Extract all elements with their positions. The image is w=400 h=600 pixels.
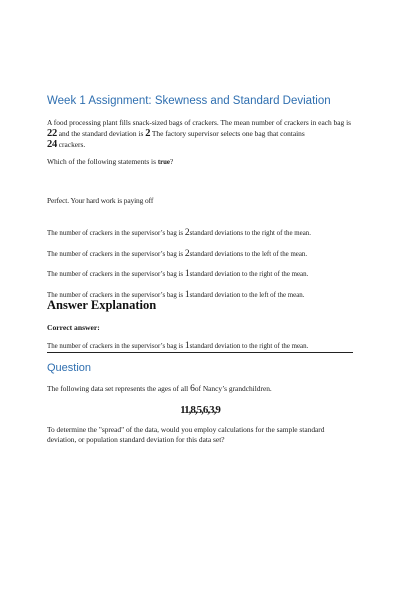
q1-text-a: A food processing plant fills snack-sized bags of crackers. The mean number of crackers in each bag is	[47, 118, 352, 127]
q1-text-b: and the standard deviation is	[58, 129, 144, 138]
option-pre: The number of crackers in the supervisor’s bag is	[47, 230, 184, 237]
option-post: standard deviations to the left of the mean.	[189, 250, 308, 258]
option-pre: The number of crackers in the supervisor’s bag is	[47, 291, 184, 299]
q2-text-a: The following data set represents the ages of all	[47, 384, 189, 393]
q2-text-b: of Nancy’s grandchildren.	[194, 384, 272, 393]
which-bold: true	[157, 159, 170, 166]
answer-option[interactable]	[47, 249, 367, 270]
count-value: 24	[47, 139, 57, 150]
answer-explanation-heading: Answer Explanation	[47, 298, 157, 312]
which-text: Which of the following statements is	[47, 157, 156, 166]
sd-value: 2	[145, 128, 151, 139]
question-2-text	[47, 384, 362, 394]
data-set: 11,8,5,6,3,9	[180, 404, 220, 416]
mean-value: 22	[47, 128, 57, 139]
option-num: 1	[184, 269, 190, 279]
correct-answer-text	[47, 341, 353, 353]
correct-post: standard deviation to the right of the mean.	[189, 343, 309, 350]
question-2-prompt: To determine the "spread" of the data, would you employ calculations for the sample standard deviation, or population standard deviation for this data set?	[47, 425, 325, 444]
option-post: standard deviation to the right of the mean.	[189, 271, 309, 278]
option-pre: The number of crackers in the supervisor’s bag is	[47, 250, 184, 258]
option-num: 1	[184, 289, 190, 300]
page-title: Week 1 Assignment: Skewness and Standard Deviation	[47, 95, 331, 107]
answer-option[interactable]	[47, 269, 367, 290]
question-1-text	[47, 117, 362, 150]
option-post: standard deviation to the left of the mean.	[189, 291, 305, 299]
correct-num: 1	[184, 341, 190, 351]
q1-text-c: The factory supervisor selects one bag that contains	[151, 129, 305, 138]
correct-pre: The number of crackers in the supervisor’s bag is	[47, 343, 184, 350]
feedback-message: Perfect. Your hard work is paying off	[47, 196, 154, 205]
which-statement-text	[47, 157, 362, 166]
which-end: ?	[169, 157, 174, 166]
option-num: 2	[184, 228, 190, 238]
question-heading: Question	[47, 362, 92, 374]
option-pre: The number of crackers in the supervisor’s bag is	[47, 271, 184, 278]
q1-text-d: crackers.	[58, 140, 86, 149]
option-post: standard deviations to the right of the mean.	[189, 230, 311, 237]
grandchildren-count: 6	[190, 384, 195, 394]
option-num: 2	[184, 248, 190, 259]
answer-option[interactable]	[47, 228, 367, 249]
correct-answer-label: Correct answer:	[47, 323, 100, 332]
